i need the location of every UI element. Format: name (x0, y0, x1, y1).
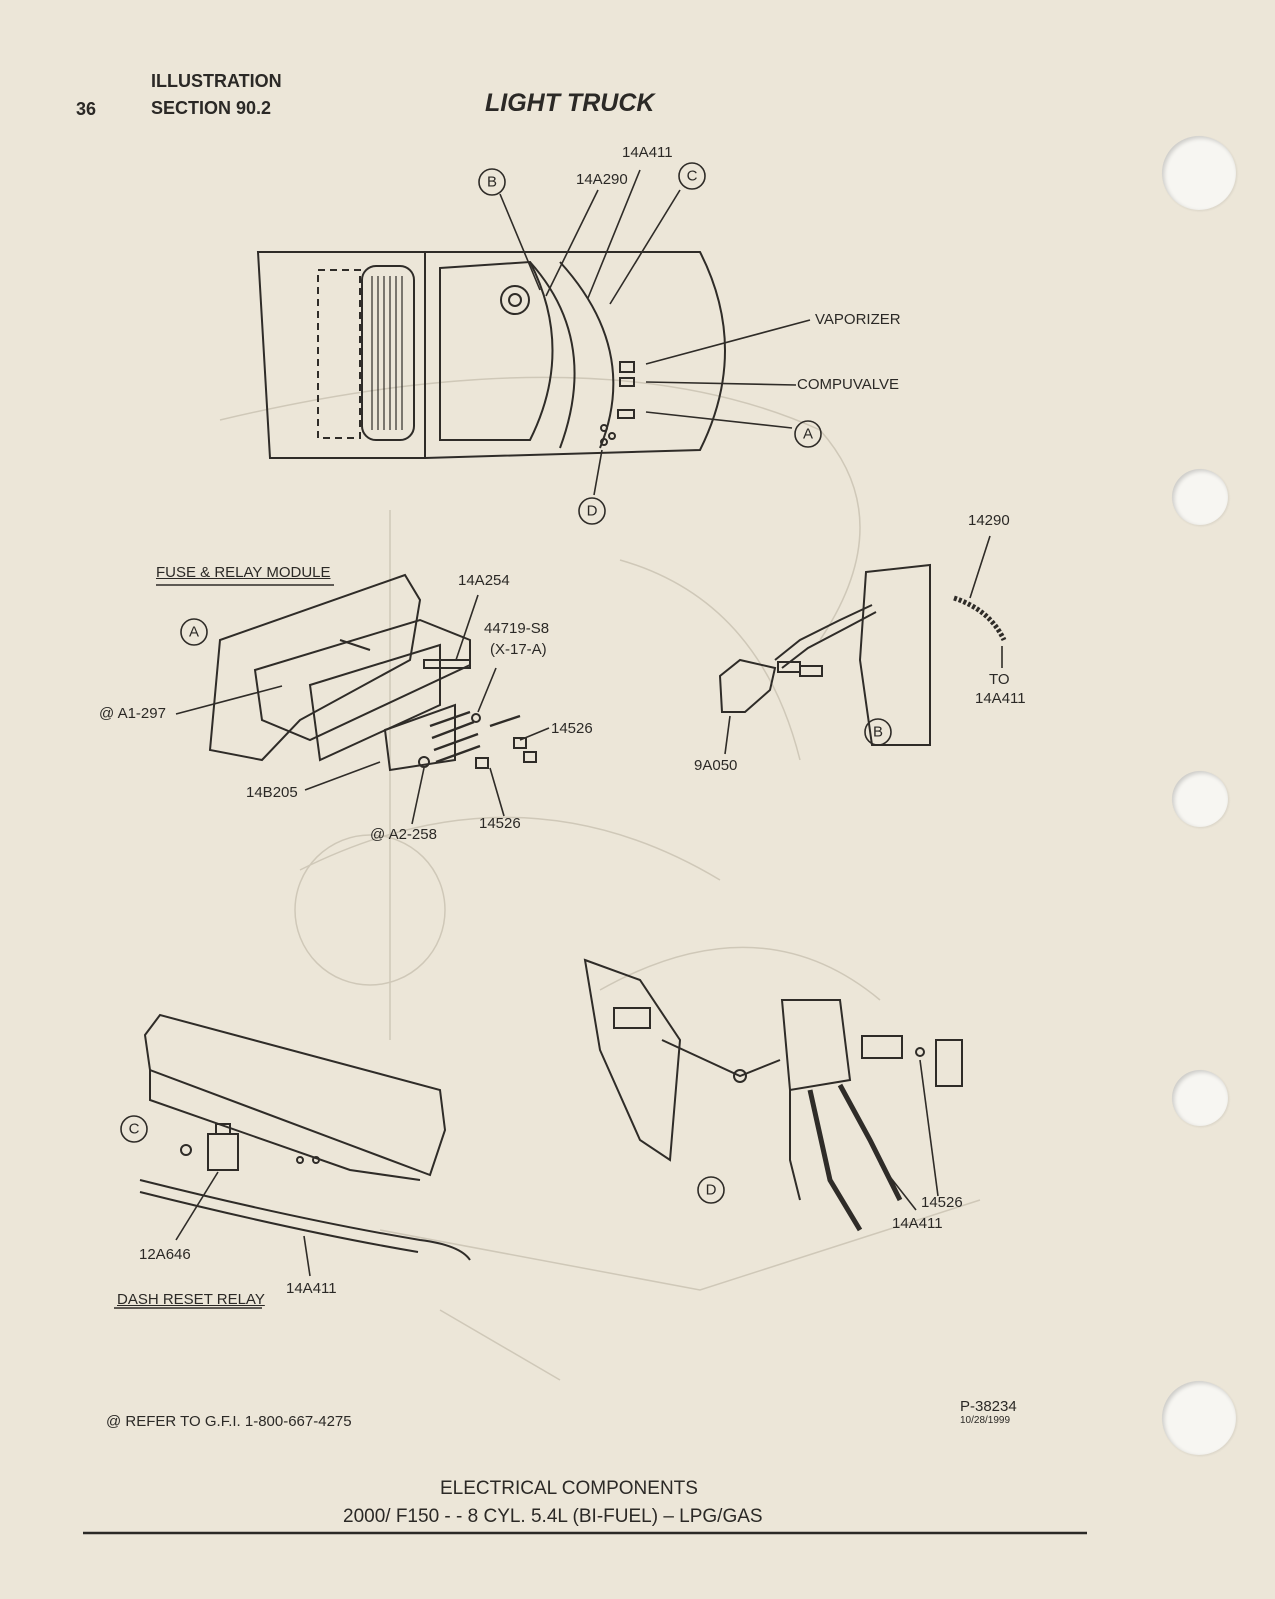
illustration-label: ILLUSTRATION (151, 71, 282, 91)
part-number-label: 14A411 (622, 144, 673, 161)
part-number-label: 14290 (968, 512, 1010, 529)
page-title: LIGHT TRUCK (485, 89, 655, 117)
fuse-relay-module-title: FUSE & RELAY MODULE (156, 564, 331, 581)
connector-leader-lines (725, 536, 1002, 754)
to-label: TO (989, 671, 1010, 688)
part-number-label: 14526 (921, 1194, 963, 1211)
part-number-label: 12A646 (139, 1246, 191, 1263)
part-number-label: 14A411 (892, 1215, 943, 1232)
caption-model: 2000/ F150 - - 8 CYL. 5.4L (BI-FUEL) – LPG/GAS (343, 1506, 763, 1527)
callout-d: D (705, 1181, 717, 1199)
caption-title: ELECTRICAL COMPONENTS (440, 1478, 698, 1499)
dash-reset-relay-drawing (140, 1015, 470, 1260)
callout-c: C (686, 167, 698, 185)
drawing-date: 10/28/1999 (960, 1415, 1011, 1426)
part-number-label: @ A2-258 (370, 826, 437, 843)
part-number-label: 14A411 (975, 690, 1026, 707)
callout-c: C (128, 1120, 140, 1138)
part-number-label: 14A290 (576, 171, 628, 188)
dash-reset-relay-title: DASH RESET RELAY (117, 1291, 265, 1308)
fuse-relay-module-drawing (210, 575, 536, 770)
dash-reset-leader-lines (176, 1172, 310, 1276)
callout-b: B (872, 723, 884, 741)
truck-overview-drawing (258, 252, 725, 458)
part-number-label: 14A411 (286, 1280, 337, 1297)
vaporizer-harness-drawing (585, 960, 962, 1230)
part-number-label: 14A254 (458, 572, 510, 589)
callout-b: B (486, 173, 498, 191)
part-number-label: 14B205 (246, 784, 298, 801)
drawing-number: P-38234 (960, 1398, 1017, 1415)
vaporizer-label: VAPORIZER (815, 311, 901, 328)
compuvalve-label: COMPUVALVE (797, 376, 899, 393)
page-number: 36 (76, 99, 97, 119)
callout-d: D (586, 502, 598, 520)
part-number-label: 9A050 (694, 757, 738, 774)
callout-a: A (802, 425, 814, 443)
part-number-label: 14526 (551, 720, 593, 737)
part-number-label: 44719-S8 (484, 620, 550, 637)
connector-harness-drawing (720, 565, 1004, 745)
part-number-label: @ A1-297 (99, 705, 166, 722)
callout-a: A (188, 623, 200, 641)
section-label: SECTION 90.2 (151, 98, 272, 118)
part-number-label: (X-17-A) (490, 641, 547, 658)
overview-leader-lines (500, 167, 810, 495)
part-number-label: 14526 (479, 815, 521, 832)
bleed-through-lines (220, 377, 980, 1380)
vaporizer-leader-lines (880, 1060, 938, 1210)
refer-note: @ REFER TO G.F.I. 1-800-667-4275 (106, 1413, 352, 1430)
